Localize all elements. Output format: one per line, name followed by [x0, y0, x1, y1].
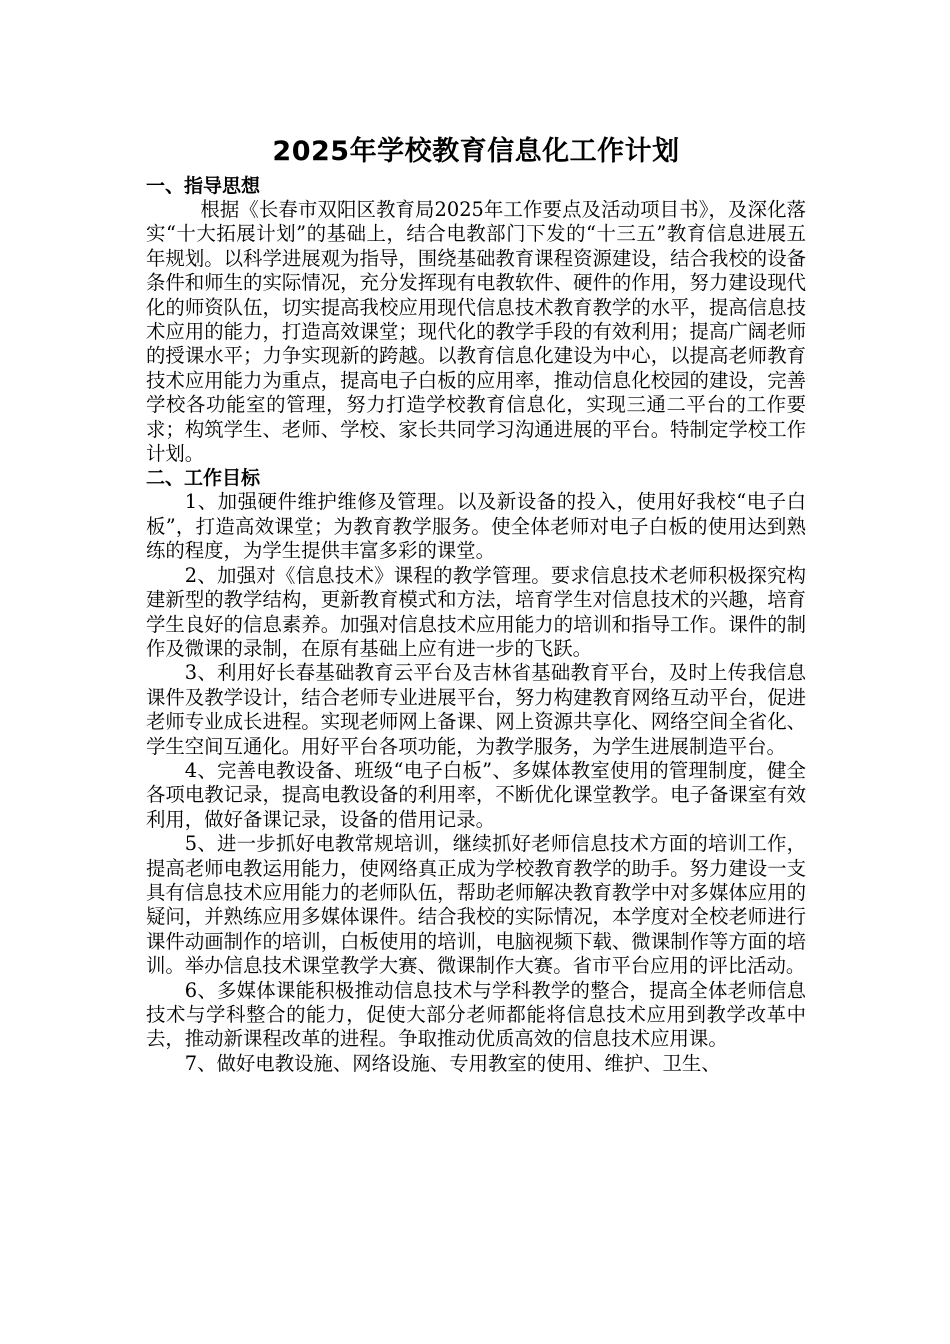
document-page — [146, 130, 806, 1076]
paragraph: 4、完善电教设备、班级“电子白板”、多媒体教室使用的管理制度，健全各项电教记录，提高电教设备的利用率，不断优化课堂教学。电子备课室有效利用，做好备课记录，设备的借用记录。 — [146, 758, 806, 831]
section-heading: 一、指导思想 — [146, 175, 261, 197]
paragraph: 6、多媒体课能积极推动信息技术与学科教学的整合，提高全体老师信息技术与学科整合的能力，促使大部分老师都能将信息技术应用到教学改革中去，推动新课程改革的进程。争取推动优质高效的信息技术应用课。 — [146, 978, 806, 1051]
paragraph: 7、做好电教设施、网络设施、专用教室的使用、维护、卫生、 — [184, 1051, 721, 1075]
document-title: 2025年学校教育信息化工作计划 — [272, 136, 680, 167]
paragraph: 1、加强硬件维护维修及管理。以及新设备的投入，使用好我校“电子白板”，打造高效课堂；为教育教学服务。使全体老师对电子白板的使用达到熟练的程度，为学生提供丰富多彩的课堂。 — [146, 490, 806, 563]
section-work-goals — [146, 466, 806, 1076]
paragraph: 根据《长春市双阳区教育局2025年工作要点及活动项目书》，及深化落实“十大拓展计划”的基础上，结合电教部门下发的“十三五”教育信息进展五年规划。以科学进展观为指导，围绕基础教育课程资源建设，结合我校的设备条件和师生的实际情况，充分发挥现有电教软件、硬件的作用，努力建设现代化的师资队伍，切实提高我校应用现代信息技术教育教学的水平，提高信息技术应用的能力，打造高效课堂；现代化的教学手段的有效利用；提高广阔老师的授课水平；力争实现新的跨越。以教育信息化建设为中心，以提高老师教育技术应用能力为重点，提高电子白板的应用率，推动信息化校园的建设，完善学校各功能室的管理，努力打造学校教育信息化，实现三通二平台的工作要求；构筑学生、老师、学校、家长共同学习沟通进展的平台。特制定学校工作计划。 — [146, 198, 806, 466]
section-heading: 二、工作目标 — [146, 467, 261, 490]
section-guiding-thought — [146, 174, 806, 466]
paragraph: 2、加强对《信息技术》课程的教学管理。要求信息技术老师积极探究构建新型的教学结构，更新教育模式和方法，培育学生对信息技术的兴趣，培育学生良好的信息素养。加强对信息技术应用能力的培训和指导工作。课件的制作及微课的录制，在原有基础上应有进一步的飞跃。 — [146, 563, 806, 660]
paragraph: 5、进一步抓好电教常规培训，继续抓好老师信息技术方面的培训工作，提高老师电教运用能力，使网络真正成为学校教育教学的助手。努力建设一支具有信息技术应用能力的老师队伍，帮助老师解决教育教学中对多媒体应用的疑问，并熟练应用多媒体课件。结合我校的实际情况，本学度对全校老师进行课件动画制作的培训，白板使用的培训，电脑视频下载、微课制作等方面的培训。举办信息技术课堂教学大赛、微课制作大赛。省市平台应用的评比活动。 — [146, 832, 806, 978]
paragraph: 3、利用好长春基础教育云平台及吉林省基础教育平台，及时上传我信息课件及教学设计，结合老师专业进展平台，努力构建教育网络互动平台，促进老师专业成长进程。实现老师网上备课、网上资源共享化、网络空间全省化、学生空间互通化。用好平台各项功能，为教学服务，为学生进展制造平台。 — [146, 661, 806, 758]
